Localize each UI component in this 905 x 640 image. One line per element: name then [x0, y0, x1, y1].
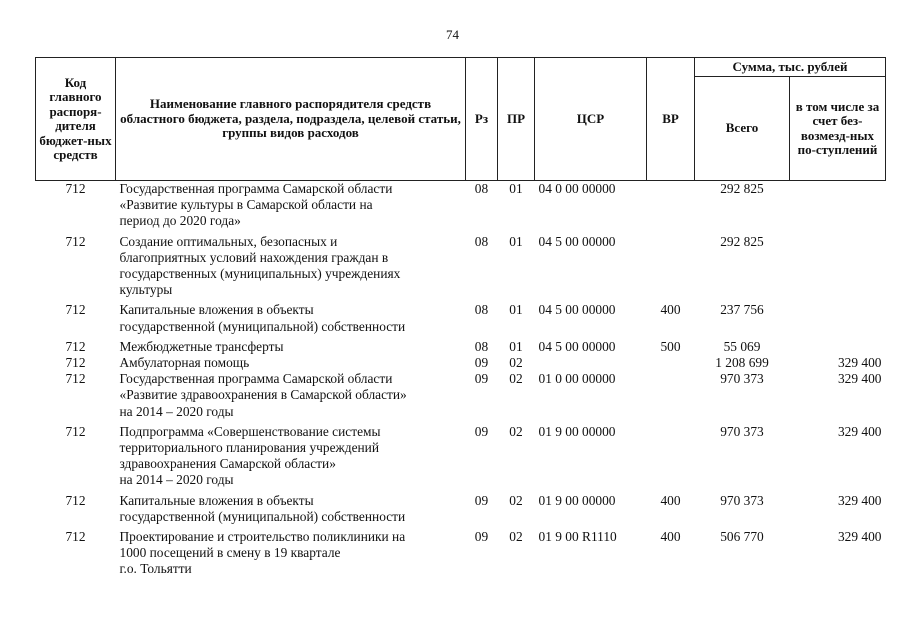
header-vr: ВР [647, 58, 695, 181]
page-number: 74 [446, 27, 459, 42]
name-line: Государственная программа Самарской области [119, 181, 393, 196]
budget-table [35, 57, 886, 582]
cell-rz: 09 [474, 492, 489, 508]
cell-csr: 04 5 00 00000 [538, 338, 616, 354]
cell-total: 237 756 [720, 302, 764, 318]
cell-vr: 500 [660, 338, 681, 354]
name-line: Проектирование и строительство поликлиники на [119, 529, 406, 545]
name-line: государственной (муниципальной) собственности [119, 318, 406, 334]
cell-name [116, 181, 466, 234]
cell-vr [647, 355, 695, 371]
table-row [36, 302, 886, 338]
cell-code: 712 [65, 423, 86, 439]
cell-free: 329 400 [837, 423, 882, 439]
cell-pr: 02 [509, 529, 523, 545]
name-line: Государственная программа Самарской области [119, 371, 393, 387]
table-row [36, 234, 886, 303]
cell-total: 970 373 [720, 371, 764, 387]
cell-rz: 09 [474, 529, 489, 545]
cell-free [790, 181, 886, 234]
cell-vr: 400 [660, 492, 681, 508]
cell-vr: 400 [660, 529, 681, 545]
name-line: территориального планирования учреждений [119, 440, 380, 456]
cell-code: 712 [65, 529, 86, 545]
cell-csr: 01 9 00 00000 [538, 492, 616, 508]
name-line: здравоохранения Самарской области» [119, 456, 336, 472]
cell-vr [647, 424, 695, 493]
name-line: государственной (муниципальной) собственности [119, 508, 406, 524]
cell-rz: 09 [474, 355, 489, 371]
table-row [36, 339, 886, 355]
name-line: Межбюджетные трансферты [119, 338, 284, 354]
cell-pr: 02 [509, 423, 523, 439]
cell-csr: 04 5 00 00000 [538, 302, 616, 318]
cell-pr: 01 [509, 181, 523, 196]
cell-free: 329 400 [837, 492, 882, 508]
header-sum: Сумма, тыс. рублей [695, 58, 886, 77]
table-row [36, 371, 886, 424]
cell-name [116, 371, 466, 424]
name-line: «Развитие культуры в Самарской области на [119, 197, 373, 213]
cell-total: 292 825 [720, 233, 764, 249]
cell-total: 970 373 [720, 492, 764, 508]
cell-name [116, 424, 466, 493]
name-line: г.о. Тольятти [119, 561, 192, 577]
name-line: на 2014 – 2020 годы [119, 403, 234, 419]
name-line: культуры [119, 282, 173, 298]
header-name: Наименование главного распорядителя средств областного бюджета, раздела, подраздела, целевой статьи, группы видов расходов [116, 58, 466, 181]
cell-vr [647, 234, 695, 303]
cell-pr: 02 [509, 492, 523, 508]
cell-name [116, 339, 466, 355]
cell-free: 329 400 [837, 371, 882, 387]
cell-pr: 01 [509, 338, 523, 354]
cell-total: 1 208 699 [715, 355, 769, 371]
cell-rz: 08 [474, 302, 489, 318]
cell-free: 329 400 [837, 529, 882, 545]
name-line: «Развитие здравоохранения в Самарской области» [119, 387, 407, 403]
cell-total: 970 373 [720, 423, 764, 439]
cell-total: 292 825 [720, 181, 764, 196]
cell-pr: 01 [509, 233, 523, 249]
cell-code: 712 [65, 338, 86, 354]
name-line: период до 2020 года» [119, 213, 241, 229]
cell-csr: 01 9 00 R1110 [538, 529, 617, 545]
name-line: на 2014 – 2020 годы [119, 472, 234, 488]
header-csr: ЦСР [535, 58, 647, 181]
cell-code: 712 [65, 371, 86, 387]
name-line: Создание оптимальных, безопасных и [119, 233, 338, 249]
name-line: Капитальные вложения в объекты [119, 302, 314, 318]
table-row [36, 529, 886, 582]
cell-code: 712 [65, 492, 86, 508]
cell-pr: 01 [509, 302, 523, 318]
cell-vr [647, 371, 695, 424]
cell-rz: 08 [474, 181, 489, 196]
cell-rz: 09 [474, 371, 489, 387]
cell-name [116, 234, 466, 303]
cell-pr: 02 [509, 371, 523, 387]
cell-rz: 08 [474, 233, 489, 249]
name-line: Подпрограмма «Совершенствование системы [119, 423, 381, 439]
header-total: Всего [695, 77, 790, 181]
cell-csr: 04 5 00 00000 [538, 233, 616, 249]
name-line: 1000 посещений в смену в 19 квартале [119, 545, 341, 561]
header-row-1 [36, 58, 886, 77]
name-line: благоприятных условий нахождения граждан в [119, 249, 389, 265]
cell-code: 712 [65, 302, 86, 318]
cell-name [116, 529, 466, 582]
header-rz: Рз [466, 58, 498, 181]
cell-rz: 09 [474, 423, 489, 439]
cell-code: 712 [65, 355, 86, 371]
header-free: в том числе за счет без-возмезд-ных по-ступлений [790, 77, 886, 181]
table-row [36, 424, 886, 493]
cell-total: 506 770 [720, 529, 764, 545]
cell-csr: 01 0 00 00000 [538, 371, 616, 387]
cell-name [116, 302, 466, 338]
cell-pr: 02 [509, 355, 523, 371]
cell-free: 329 400 [837, 355, 882, 371]
cell-name [116, 493, 466, 529]
cell-total: 55 069 [723, 338, 761, 354]
table-row [36, 493, 886, 529]
table-row [36, 181, 886, 234]
cell-free [790, 234, 886, 303]
header-pr: ПР [498, 58, 535, 181]
cell-vr [647, 181, 695, 234]
cell-vr: 400 [660, 302, 681, 318]
cell-csr: 04 0 00 00000 [538, 181, 616, 196]
name-line: государственных (муниципальных) учреждениях [119, 266, 401, 282]
name-line: Амбулаторная помощь [119, 355, 250, 371]
cell-free [790, 339, 886, 355]
cell-rz: 08 [474, 338, 489, 354]
cell-name [116, 355, 466, 371]
name-line: Капитальные вложения в объекты [119, 492, 314, 508]
cell-csr [535, 355, 647, 371]
cell-code: 712 [65, 233, 86, 249]
header-code: Код главного распоря-дителя бюджет-ных средств [36, 58, 116, 181]
table-row [36, 355, 886, 371]
cell-code: 712 [65, 181, 86, 196]
cell-csr: 01 9 00 00000 [538, 423, 616, 439]
cell-free [790, 302, 886, 338]
